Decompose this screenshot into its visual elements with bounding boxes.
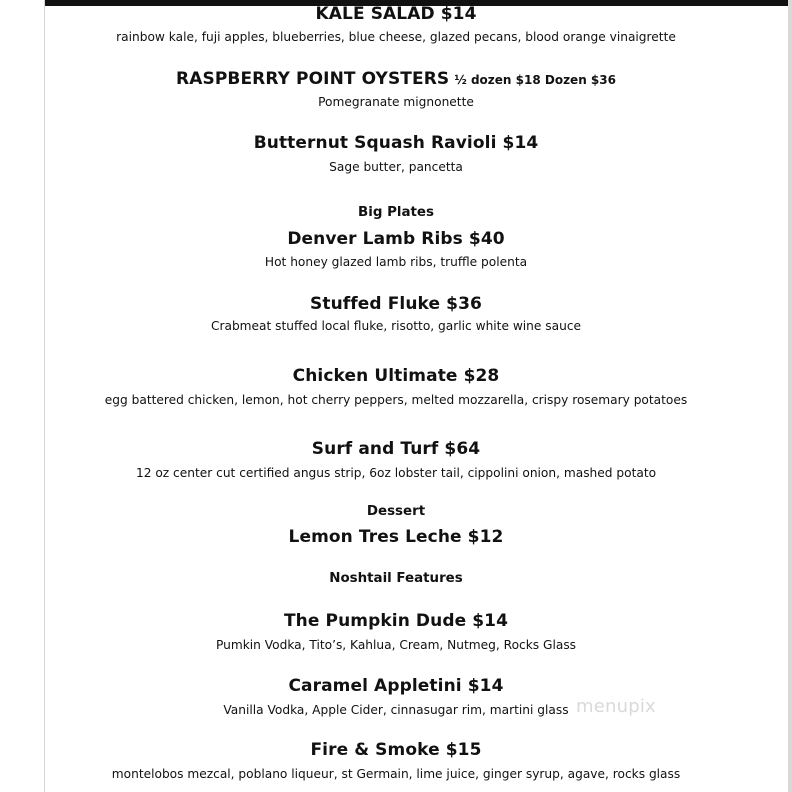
denver-lamb-ribs-description: Hot honey glazed lamb ribs, truffle polenta xyxy=(264,255,528,269)
caramel-appletini-title: Caramel Appletini $14 xyxy=(288,676,504,696)
fire-and-smoke-description: montelobos mezcal, poblano liqueur, st Germain, lime juice, ginger syrup, agave, rocks glass xyxy=(111,767,681,781)
pumpkin-dude-description: Pumkin Vodka, Tito’s, Kahlua, Cream, Nutmeg, Rocks Glass xyxy=(215,638,577,652)
caramel-appletini-description: Vanilla Vodka, Apple Cider, cinnasugar rim, martini glass xyxy=(223,703,569,717)
surf-and-turf-description: 12 oz center cut certified angus strip, 6oz lobster tail, cippolini onion, mashed potato xyxy=(135,466,657,480)
surf-and-turf-title: Surf and Turf $64 xyxy=(311,439,481,459)
chicken-ultimate-description: egg battered chicken, lemon, hot cherry peppers, melted mozzarella, crispy rosemary potatoes xyxy=(104,393,688,407)
lemon-tres-leche-title: Lemon Tres Leche $12 xyxy=(288,527,504,547)
menupix-watermark: menupix xyxy=(576,696,656,717)
big-plates-heading: Big Plates xyxy=(358,205,434,220)
butternut-squash-ravioli-description: Sage butter, pancetta xyxy=(329,160,463,174)
pumpkin-dude-title: The Pumpkin Dude $14 xyxy=(283,611,509,631)
denver-lamb-ribs-title: Denver Lamb Ribs $40 xyxy=(287,229,505,249)
stuffed-fluke-title: Stuffed Fluke $36 xyxy=(310,294,482,314)
dessert-heading: Dessert xyxy=(366,504,426,519)
raspberry-point-oysters-title: RASPBERRY POINT OYSTERS xyxy=(176,69,450,89)
kale-salad-description: rainbow kale, fuji apples, blueberries, blue cheese, glazed pecans, blood orange vinaigrette xyxy=(116,30,676,44)
raspberry-point-oysters-line xyxy=(0,69,792,89)
fire-and-smoke-title: Fire & Smoke $15 xyxy=(310,740,482,760)
raspberry-point-oysters-price-note: ½ dozen $18 Dozen $36 xyxy=(454,73,616,87)
chicken-ultimate-title: Chicken Ultimate $28 xyxy=(292,366,500,386)
noshtail-features-heading: Noshtail Features xyxy=(329,571,463,586)
butternut-squash-ravioli-title: Butternut Squash Ravioli $14 xyxy=(253,133,539,153)
raspberry-point-oysters-description: Pomegranate mignonette xyxy=(318,95,474,109)
stuffed-fluke-description: Crabmeat stuffed local fluke, risotto, garlic white wine sauce xyxy=(210,319,582,333)
kale-salad-title: KALE SALAD $14 xyxy=(315,4,477,24)
